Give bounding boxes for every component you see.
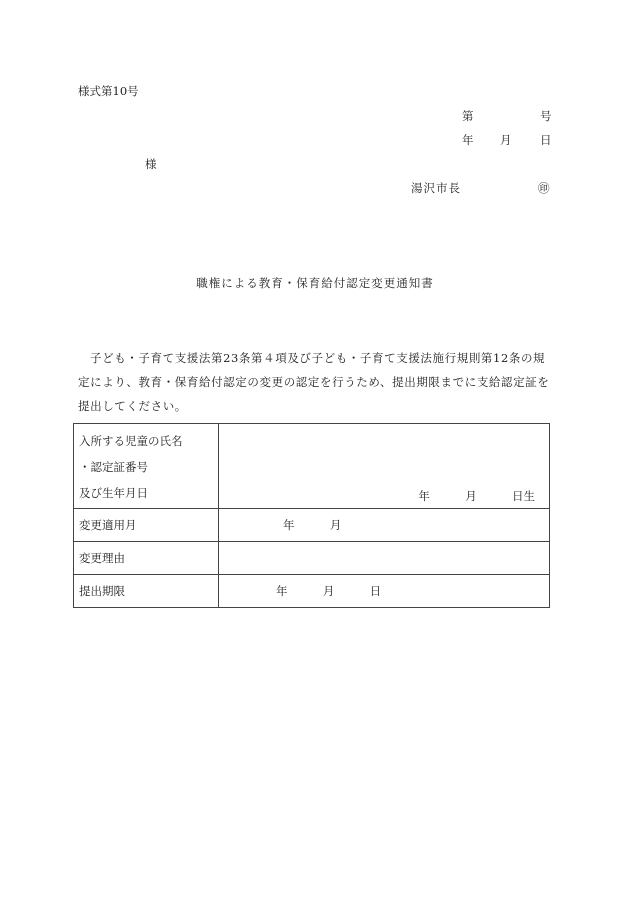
table-row-deadline [74,575,550,608]
child-info-label [74,424,219,509]
deadline-month: 月 [322,584,335,598]
body-paragraph: 子ども・子育て支援法第23条第４項及び子ども・子育て支援法施行規則第12条の規定により、教育・保育給付認定の変更の認定を行うため、提出期限までに支給認定証を提出してください。 [78,351,550,413]
document-title: 職権による教育・保育給付認定変更通知書 [196,276,434,290]
effective-year: 年 [283,518,295,532]
table-row-effective-month [74,509,550,542]
change-reason-value [219,542,550,575]
deadline-label: 提出期限 [74,575,219,608]
deadline-day: 日 [369,584,382,598]
birthdate-day-born: 日生 [512,489,535,503]
change-reason-label: 変更理由 [74,542,219,575]
deadline-value [219,575,550,608]
sender-name: 湯沢市長 [411,181,461,195]
effective-month-value [219,509,550,542]
birthdate-field [418,488,535,504]
addressee-honorific: 様 [145,157,157,171]
document-number-prefix: 第 [462,109,474,123]
certificate-number-label: ・認定証番号 [79,460,148,474]
deadline-year: 年 [276,584,288,598]
birthdate-year: 年 [418,489,430,503]
issue-date-year: 年 [462,133,474,147]
effective-month-label: 変更適用月 [74,509,219,542]
table-row-child-info [74,424,550,509]
form-number: 様式第10号 [78,84,139,98]
document-number-suffix: 号 [540,109,552,123]
issue-date-day: 日 [540,133,552,147]
child-name-label: 入所する児童の氏名 [79,434,183,448]
birthdate-month: 月 [465,489,477,503]
child-info-value [219,424,550,509]
table-row-change-reason [74,542,550,575]
info-table [73,423,550,608]
seal-mark: ㊞ [538,181,550,195]
effective-month: 月 [329,518,342,532]
birthdate-label: 及び生年月日 [79,486,148,500]
issue-date-month: 月 [500,133,512,147]
